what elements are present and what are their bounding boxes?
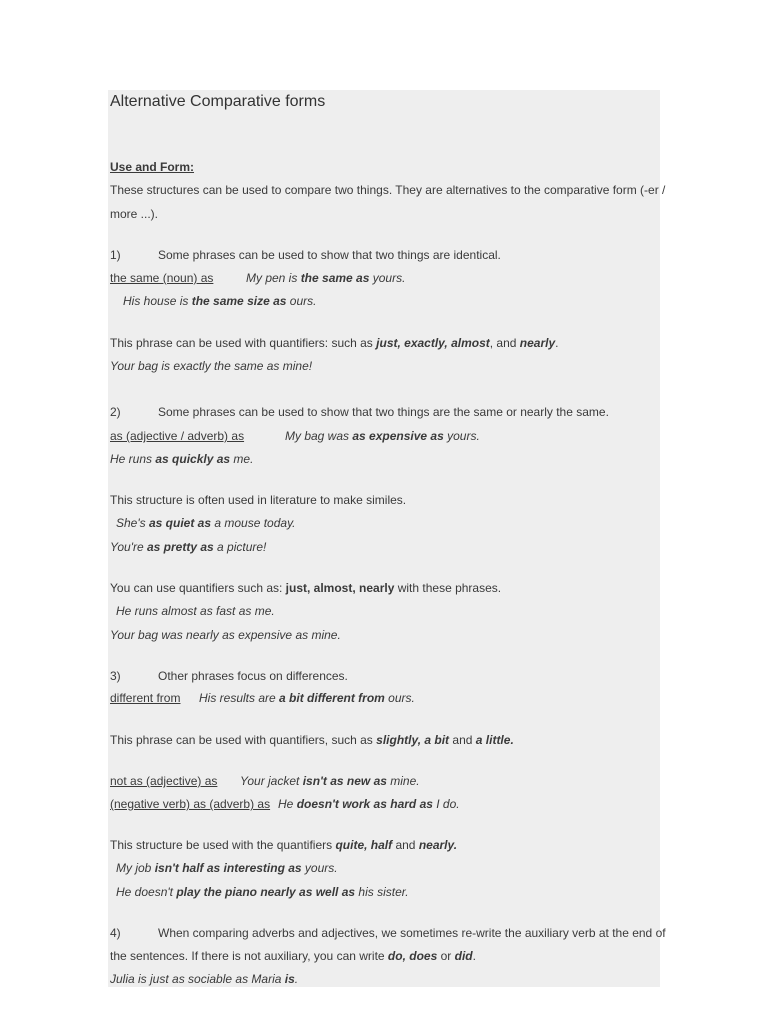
quantifier-note: You can use quantifiers such as: just, almost, nearly with these phrases.: [110, 581, 502, 595]
section-text: Other phrases focus on differences.: [158, 669, 348, 683]
section-text: Some phrases can be used to show that two things are identical.: [158, 248, 501, 262]
s3-pattern2-line: [110, 773, 420, 789]
pattern-label: the same (noun) as: [110, 271, 214, 285]
intro-line-2: more ...).: [110, 207, 159, 221]
section-2-heading: [110, 404, 609, 420]
example-sentence: You're as pretty as a picture!: [110, 540, 267, 554]
section-text: Some phrases can be used to show that two things are the same or nearly the same.: [158, 405, 609, 419]
section-4-heading: [110, 925, 666, 941]
page-title: Alternative Comparative forms: [110, 93, 326, 110]
s1-pattern-line: [110, 270, 405, 286]
example-sentence: My job isn't half as interesting as yours.: [116, 861, 338, 875]
s3-pattern-line: [110, 690, 415, 706]
document-page: [108, 90, 666, 987]
use-form-heading: Use and Form:: [110, 160, 195, 174]
example-sentence: He doesn't play the piano nearly as well as his sister.: [116, 885, 409, 899]
section-number: 4): [110, 926, 121, 940]
section-number: 1): [110, 248, 121, 262]
s3-pattern3-line: [110, 796, 460, 812]
example-sentence: He runs as quickly as me.: [110, 452, 254, 466]
example-sentence: Your jacket isn't as new as mine.: [240, 774, 420, 788]
example-sentence: Julia is just as sociable as Maria is.: [110, 972, 299, 986]
example-sentence: He doesn't work as hard as I do.: [278, 797, 460, 811]
pattern-label: as (adjective / adverb) as: [110, 429, 245, 443]
quantifier-note: This structure be used with the quantifiers quite, half and nearly.: [110, 838, 458, 852]
example-sentence: My pen is the same as yours.: [246, 271, 406, 285]
example-sentence: She's as quiet as a mouse today.: [116, 516, 296, 530]
s2-pattern-line: [110, 428, 480, 444]
section-text: When comparing adverbs and adjectives, we sometimes re-write the auxiliary verb at the end of: [158, 926, 666, 940]
example-sentence: Your bag was nearly as expensive as mine.: [110, 628, 341, 642]
section-number: 3): [110, 669, 121, 683]
quantifier-note: This phrase can be used with quantifiers: such as just, exactly, almost, and nearly.: [110, 336, 559, 350]
example-sentence: His house is the same size as ours.: [123, 294, 317, 308]
example-sentence: My bag was as expensive as yours.: [285, 429, 480, 443]
intro-line-1: These structures can be used to compare two things. They are alternatives to the comparative form (-er /: [110, 183, 666, 197]
example-sentence: Your bag is exactly the same as mine!: [110, 359, 313, 373]
section-number: 2): [110, 405, 121, 419]
section-1-heading: [110, 247, 501, 263]
pattern-label: (negative verb) as (adverb) as: [110, 797, 271, 811]
simile-note: This structure is often used in literature to make similes.: [110, 493, 407, 507]
example-sentence: He runs almost as fast as me.: [116, 604, 275, 618]
section-3-heading: [110, 668, 348, 684]
example-sentence: His results are a bit different from ours.: [199, 691, 415, 705]
section-4-text-2: the sentences. If there is not auxiliary, you can write do, does or did.: [110, 949, 476, 963]
pattern-label: not as (adjective) as: [110, 774, 218, 788]
quantifier-note: This phrase can be used with quantifiers, such as slightly, a bit and a little.: [110, 733, 514, 747]
pattern-label: different from: [110, 691, 181, 705]
